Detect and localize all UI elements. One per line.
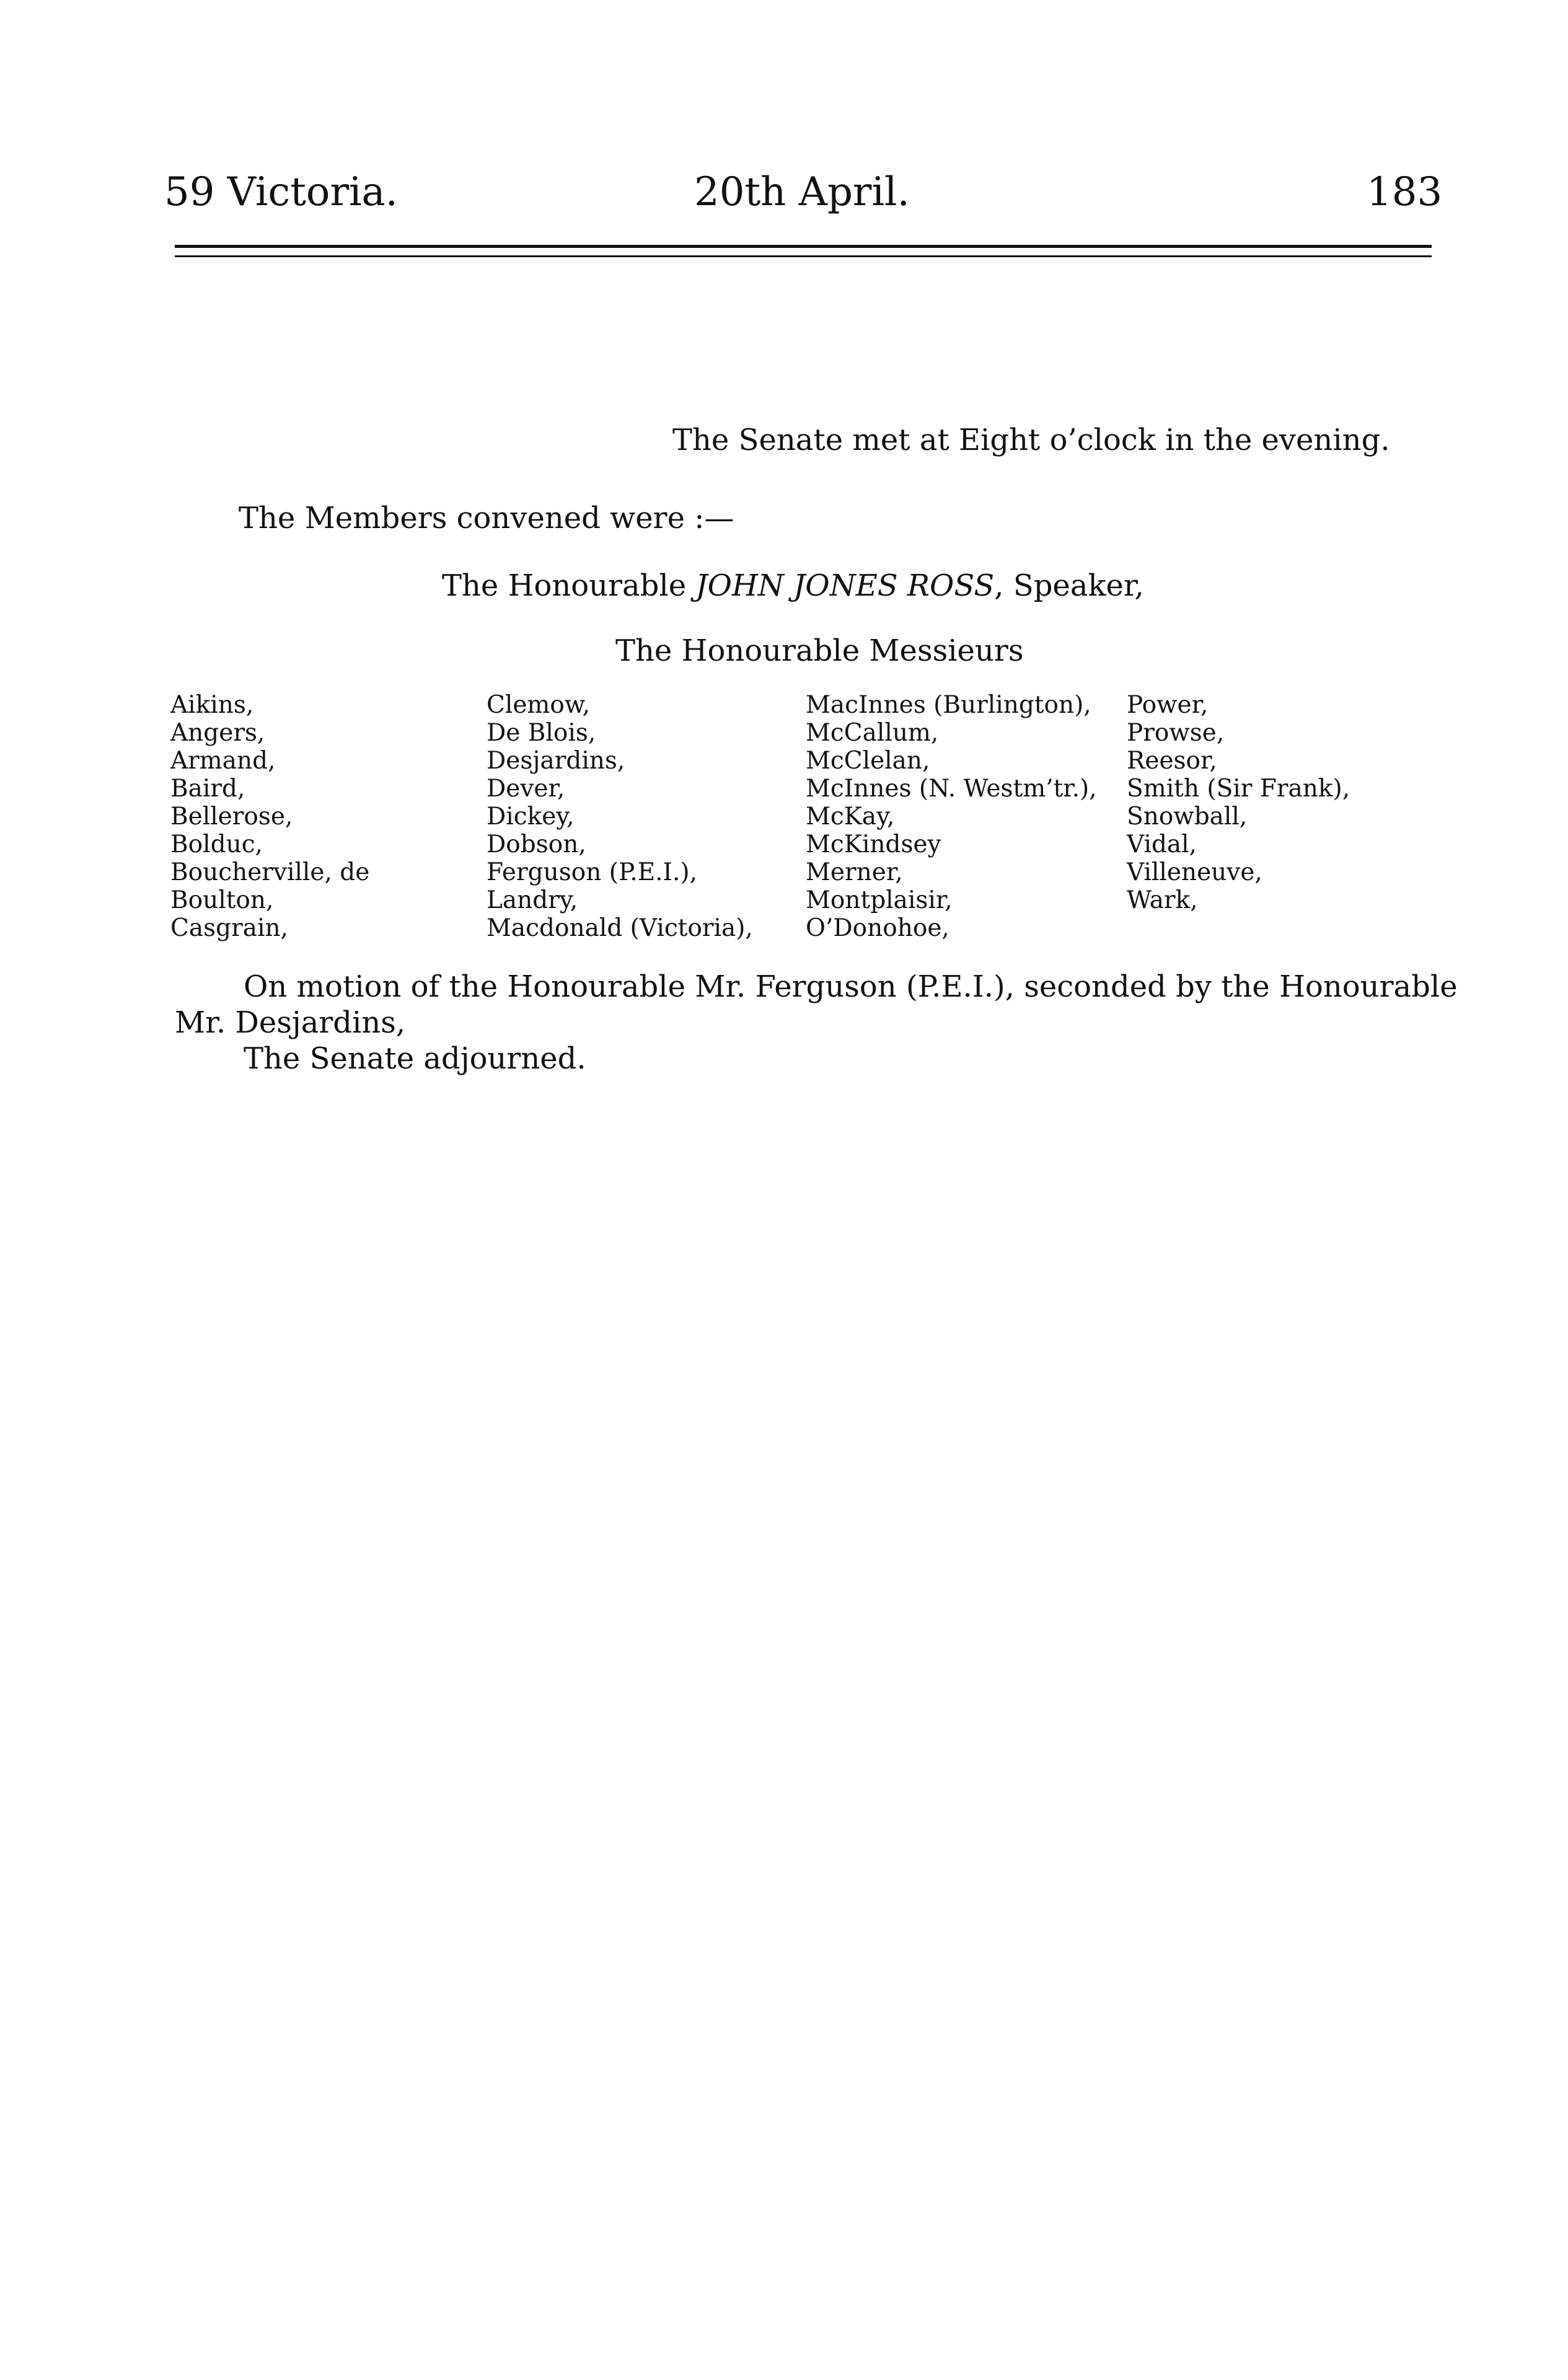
member-name: Prowse, (1127, 719, 1225, 747)
member-name: Landry, (487, 886, 578, 914)
member-name: Boulton, (170, 886, 274, 914)
header-rule-thin (175, 255, 1432, 257)
header-date: 20th April. (694, 169, 910, 215)
members-column-2 (487, 691, 753, 942)
senate-met-line: The Senate met at Eight o’clock in the evening. (672, 423, 1390, 457)
member-name: Clemow, (487, 691, 591, 719)
member-name: MacInnes (Burlington), (806, 691, 1091, 719)
member-name: Bellerose, (170, 803, 293, 831)
adjournment-line: The Senate adjourned. (244, 1041, 586, 1076)
page-number: 183 (1367, 169, 1443, 215)
members-column-4 (1127, 691, 1350, 914)
member-name: Dickey, (487, 803, 575, 831)
header-rule-thick (175, 245, 1432, 248)
member-name: Smith (Sir Frank), (1127, 775, 1350, 803)
messieurs-heading: The Honourable Messieurs (615, 633, 1024, 668)
speaker-name: JOHN JONES ROSS (695, 568, 995, 603)
members-column-1 (170, 691, 369, 942)
motion-line-2: Mr. Desjardins, (175, 1005, 406, 1040)
running-head (0, 167, 1568, 217)
member-name: Casgrain, (170, 914, 288, 942)
speaker-suffix: , Speaker, (994, 568, 1144, 603)
members-column-3 (806, 691, 1097, 942)
member-name: Aikins, (170, 691, 254, 719)
speaker-line (442, 567, 1144, 604)
member-name: Baird, (170, 775, 245, 803)
member-name: O’Donohoe, (806, 914, 949, 942)
member-name: Dobson, (487, 831, 586, 858)
member-name: De Blois, (487, 719, 596, 747)
speaker-prefix: The Honourable (442, 568, 687, 603)
member-name: McClelan, (806, 747, 930, 775)
member-name: Reesor, (1127, 747, 1217, 775)
member-name: Power, (1127, 691, 1209, 719)
member-name: McCallum, (806, 719, 939, 747)
member-name: Dever, (487, 775, 565, 803)
member-name: McKay, (806, 803, 895, 831)
member-name: Villeneuve, (1127, 858, 1262, 886)
members-convened-line: The Members convened were :— (239, 501, 734, 536)
member-name: McKindsey (806, 831, 941, 858)
member-name: Desjardins, (487, 747, 625, 775)
member-name: Boucherville, de (170, 858, 370, 886)
member-name: McInnes (N. Westm’tr.), (806, 775, 1097, 803)
member-name: Macdonald (Victoria), (487, 914, 753, 942)
member-name: Snowball, (1127, 803, 1248, 831)
header-session: 59 Victoria. (164, 169, 398, 215)
member-name: Ferguson (P.E.I.), (487, 858, 697, 886)
member-name: Vidal, (1127, 831, 1197, 858)
member-name: Bolduc, (170, 831, 263, 858)
member-name: Wark, (1127, 886, 1198, 914)
member-name: Montplaisir, (806, 886, 953, 914)
member-name: Merner, (806, 858, 903, 886)
member-name: Armand, (170, 747, 276, 775)
motion-line-1: On motion of the Honourable Mr. Ferguson (P.E.I.), seconded by the Honourable (244, 969, 1458, 1004)
member-name: Angers, (170, 719, 265, 747)
